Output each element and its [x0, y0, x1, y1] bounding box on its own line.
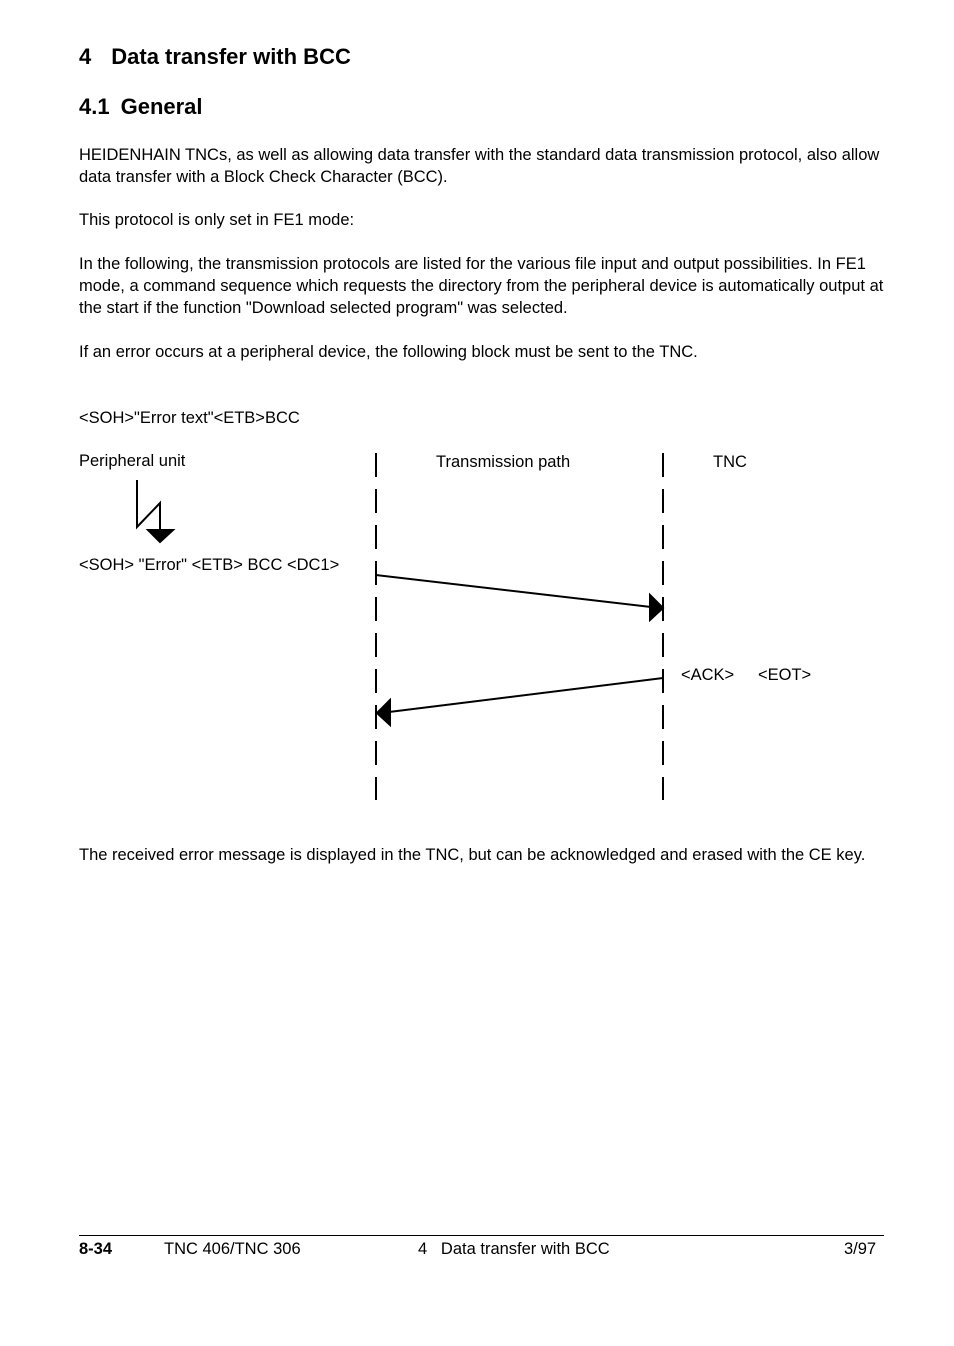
label-peripheral-unit: Peripheral unit	[79, 452, 186, 470]
arrow-to-peripheral	[377, 678, 663, 725]
label-ack: <ACK>	[681, 666, 735, 684]
label-eot: <EOT>	[758, 666, 812, 684]
label-message-to-tnc: <SOH> "Error" <ETB> BCC <DC1>	[79, 556, 340, 574]
block-format: <SOH>"Error text"<ETB>BCC	[79, 409, 300, 427]
label-transmission-path: Transmission path	[436, 453, 571, 471]
arrow-to-tnc	[376, 575, 663, 620]
chapter-number: 4	[79, 44, 92, 69]
paragraph-closing: The received error message is displayed in the TNC, but can be acknowledged and erased with the CE key.	[79, 846, 866, 864]
lightning-icon	[137, 480, 173, 542]
footer-divider	[79, 1235, 884, 1236]
chapter-title: Data transfer with BCC	[111, 44, 351, 69]
paragraph-error: If an error occurs at a peripheral device, the following block must be sent to the TNC.	[79, 343, 698, 361]
paragraph-protocols: In the following, the transmission protocols are listed for the various file input and output possibilities. In FE1 mode, a command sequence which requests the directory from the peripheral device is automatically output at the start if the function "Download selected program" was selected.	[79, 255, 884, 317]
section-title: General	[120, 94, 203, 119]
section-number: 4.1	[79, 94, 110, 119]
footer-section: 4 Data transfer with BCC	[418, 1240, 610, 1258]
footer-date: 3/97	[844, 1240, 877, 1258]
footer-page-number: 8-34	[79, 1240, 113, 1258]
footer-model: TNC 406/TNC 306	[164, 1240, 301, 1258]
paragraph-fe1-mode: This protocol is only set in FE1 mode:	[79, 211, 355, 229]
paragraph-intro: HEIDENHAIN TNCs, as well as allowing data transfer with the standard data transmission protocol, also allow data transfer with a Block Check Character (BCC).	[79, 146, 880, 186]
label-tnc: TNC	[713, 453, 747, 471]
